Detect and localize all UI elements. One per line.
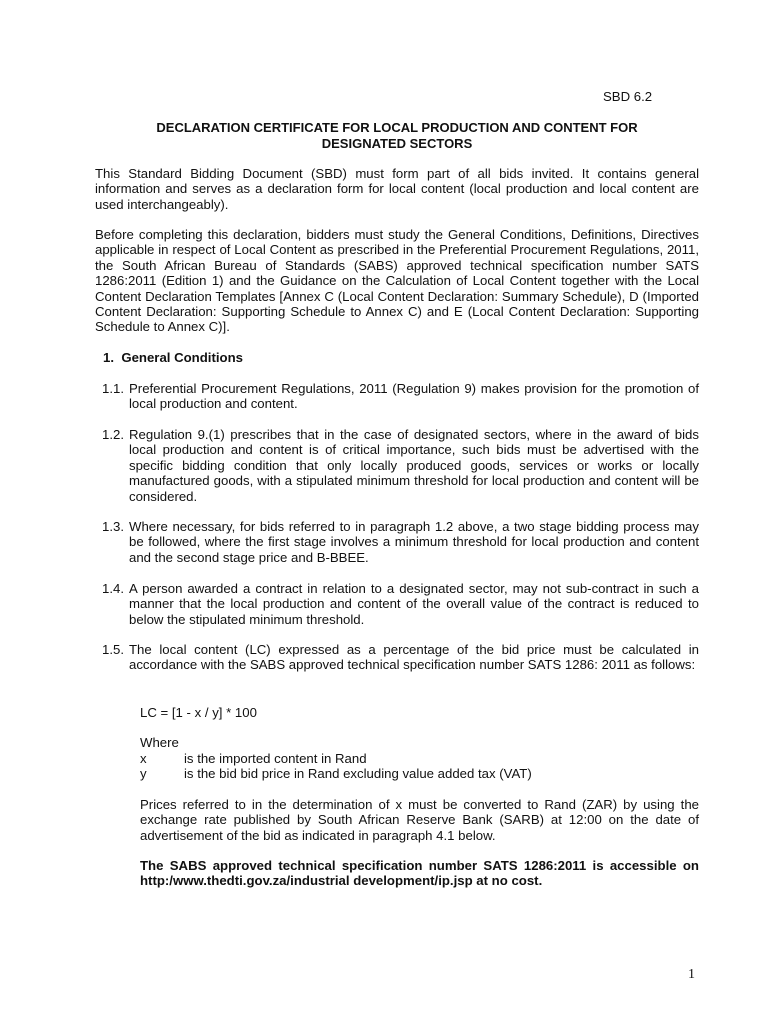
- item-text: The local content (LC) expressed as a percentage of the bid price must be calculated in accordance with the SABS approved technical specification number SATS 1286: 2011 as follows:: [129, 642, 699, 673]
- item-text: A person awarded a contract in relation to a designated sector, may not sub-contract in such a manner that the local production and content of the overall value of the contract is reduced to below the stipulated minimum threshold.: [129, 581, 699, 627]
- item-number: 1.3.: [102, 519, 124, 534]
- local-content-formula: LC = [1 - x / y] * 100: [140, 705, 257, 720]
- document-reference: SBD 6.2: [603, 89, 653, 104]
- definition-variable: y: [140, 766, 147, 781]
- item-number: 1.5.: [102, 642, 124, 657]
- item-number: 1.1.: [102, 381, 124, 396]
- list-item: [102, 519, 699, 565]
- exchange-rate-note: Prices referred to in the determination of x must be converted to Rand (ZAR) by using the exchange rate published by South African Reserve Bank (SARB) at 12:00 on the date of advertisement of the bid as indicated in paragraph 4.1 below.: [140, 797, 699, 843]
- page-number: 1: [688, 967, 695, 982]
- intro-paragraph-2: Before completing this declaration, bidders must study the General Conditions, Definitions, Directives applicable in respect of Local Content as prescribed in the Preferential Procurement Regulations, 2011, the South African Bureau of Standards (SABS) approved technical specification number SATS 1286:2011 (Edition 1) and the Guidance on the Calculation of Local Content together with the Local Content Declaration Templates [Annex C (Local Content Declaration: Summary Schedule), D (Imported Content Declaration: Supporting Schedule to Annex C) and E (Local Content Declaration: Supporting Schedule to Annex C)].: [95, 227, 699, 335]
- item-number: 1.2.: [102, 427, 124, 442]
- list-item: [102, 381, 699, 412]
- title-line-1: DECLARATION CERTIFICATE FOR LOCAL PRODUCTION AND CONTENT FOR: [156, 120, 638, 135]
- definition-text: is the imported content in Rand: [184, 751, 367, 766]
- item-text: Preferential Procurement Regulations, 2011 (Regulation 9) makes provision for the promotion of local production and content.: [129, 381, 699, 412]
- sabs-access-note: The SABS approved technical specification number SATS 1286:2011 is accessible on http:/www.thedti.gov.za/industrial development/ip.jsp at no cost.: [140, 858, 699, 889]
- intro-paragraph-1: This Standard Bidding Document (SBD) must form part of all bids invited. It contains general information and serves as a declaration form for local content (local production and local content are used interchangeably).: [95, 166, 699, 212]
- item-text: Regulation 9.(1) prescribes that in the case of designated sectors, where in the award of bids local production and content is of critical importance, such bids must be advertised with the specific bidding condition that only locally produced goods, services or works or locally manufactured goods, with a stipulated minimum threshold for local production and content will be considered.: [129, 427, 699, 504]
- list-item: [102, 642, 699, 673]
- where-label: Where: [140, 735, 179, 750]
- definition-text: is the bid bid price in Rand excluding value added tax (VAT): [184, 766, 532, 781]
- document-title: [95, 120, 699, 151]
- item-number: 1.4.: [102, 581, 124, 596]
- list-item: [102, 581, 699, 627]
- section-heading-general-conditions: 1. General Conditions: [103, 350, 243, 365]
- item-text: Where necessary, for bids referred to in paragraph 1.2 above, a two stage bidding process may be followed, where the first stage involves a minimum threshold for local production and content and the second stage price and B-BBEE.: [129, 519, 699, 565]
- definition-variable: x: [140, 751, 147, 766]
- title-line-2: DESIGNATED SECTORS: [321, 135, 473, 151]
- list-item: [102, 427, 699, 504]
